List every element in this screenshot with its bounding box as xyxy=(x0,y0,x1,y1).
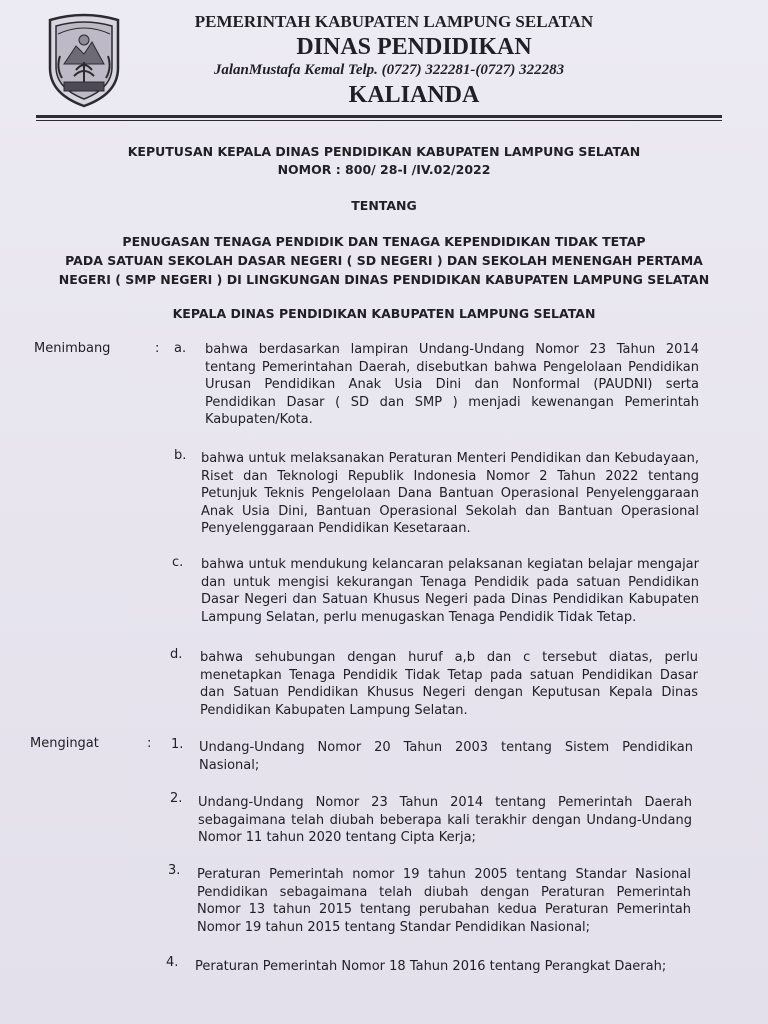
mengingat-item-marker: 2. xyxy=(170,791,183,806)
letterhead-government-name: PEMERINTAH KABUPATEN LAMPUNG SELATAN xyxy=(194,12,594,31)
mengingat-item-marker: 3. xyxy=(168,863,181,878)
tentang-heading: TENTANG xyxy=(351,198,417,213)
letterhead-address: JalanMustafa Kemal Telp. (0727) 322281-(0727) 322283 xyxy=(213,62,565,78)
mengingat-item-marker: 4. xyxy=(166,955,179,970)
mengingat-label: Mengingat xyxy=(30,736,99,751)
decree-subject-line: NEGERI ( SMP NEGERI ) DI LINGKUNGAN DINAS PENDIDIKAN KABUPATEN LAMPUNG SELATAN xyxy=(58,272,710,287)
menimbang-label: Menimbang xyxy=(34,341,111,356)
letterhead-divider-thin xyxy=(36,120,722,121)
decree-number: NOMOR : 800/ 28-I /IV.02/2022 xyxy=(277,162,491,177)
menimbang-colon: : xyxy=(155,341,160,356)
menimbang-item-text: bahwa untuk melaksanakan Peraturan Menteri Pendidikan dan Kebudayaan, Riset dan Teknologi Republik Indonesia Nomor 2 Tahun 2022 tentang Petunjuk Teknis Pengelolaan Dana Bantuan Operasional Penyelenggaraan Anak Usia Dini, Bantuan Operasional Sekolah dan Bantuan Operasional Penyelenggaraan Pendidikan Kesetaraan. xyxy=(201,451,699,537)
mengingat-item-marker: 1. xyxy=(171,737,184,752)
mengingat-item-text: Undang-Undang Nomor 23 Tahun 2014 tentang Pemerintah Daerah sebagaimana telah diubah beberapa kali terakhir dengan Undang-Undang Nomor 11 tahun 2020 tentang Cipta Kerja; xyxy=(198,795,692,846)
letterhead-divider xyxy=(36,115,722,118)
menimbang-item-marker: b. xyxy=(174,448,187,463)
letterhead-agency-name: DINAS PENDIDIKAN xyxy=(296,34,532,60)
mengingat-item-text: Peraturan Pemerintah nomor 19 tahun 2005 tentang Standar Nasional Pendidikan sebagaimana telah diubah dengan Peraturan Pemerintah Nomor 13 tahun 2015 tentang perubahan kedua Peraturan Pemerintah Nomor 19 tahun 2015 tentang Standar Pendidikan Nasional; xyxy=(197,867,691,935)
menimbang-item-text: bahwa untuk mendukung kelancaran pelaksanan kegiatan belajar mengajar dan untuk mengisi kekurangan Tenaga Pendidik pada satuan Pendidikan Dasar Negeri dan Satuan Khusus Negeri pada Dinas Pendidikan Kabupaten Lampung Selatan, perlu menugaskan Tenaga Pendidik Tidak Tetap. xyxy=(201,557,699,625)
mengingat-item-text: Undang-Undang Nomor 20 Tahun 2003 tentang Sistem Pendidikan Nasional; xyxy=(199,740,693,773)
menimbang-item-text: bahwa sehubungan dengan huruf a,b dan c tersebut diatas, perlu menetapkan Tenaga Pendidik Tidak Tetap pada satuan Pendidikan Dasar dan Satuan Pendidikan Khusus Negeri dengan Keputusan Kepala Dinas Pendidikan Kabupaten Lampung Selatan. xyxy=(200,650,698,718)
letterhead-city: KALIANDA xyxy=(348,82,480,108)
mengingat-item-text: Peraturan Pemerintah Nomor 18 Tahun 2016 tentang Perangkat Daerah; xyxy=(195,959,667,974)
issuer-heading: KEPALA DINAS PENDIDIKAN KABUPATEN LAMPUNG SELATAN xyxy=(172,306,596,321)
menimbang-item-marker: c. xyxy=(172,555,184,570)
decree-title: KEPUTUSAN KEPALA DINAS PENDIDIKAN KABUPATEN LAMPUNG SELATAN xyxy=(127,144,641,159)
menimbang-item-marker: d. xyxy=(170,647,183,662)
menimbang-item-marker: a. xyxy=(174,341,187,356)
decree-subject-line: PENUGASAN TENAGA PENDIDIK DAN TENAGA KEPENDIDIKAN TIDAK TETAP xyxy=(122,234,646,249)
menimbang-item-text: bahwa berdasarkan lampiran Undang-Undang Nomor 23 Tahun 2014 tentang Pemerintahan Daerah, disebutkan bahwa Pengelolaan Pendidikan Urusan Pendidikan Anak Usia Dini dan Nonformal (PAUDNI) serta Pendidikan Dasar ( SD dan SMP ) menjadi kewenangan Pemerintah Kabupaten/Kota. xyxy=(205,342,699,428)
decree-subject-line: PADA SATUAN SEKOLAH DASAR NEGERI ( SD NEGERI ) DAN SEKOLAH MENENGAH PERTAMA xyxy=(65,253,703,268)
mengingat-colon: : xyxy=(147,736,152,751)
